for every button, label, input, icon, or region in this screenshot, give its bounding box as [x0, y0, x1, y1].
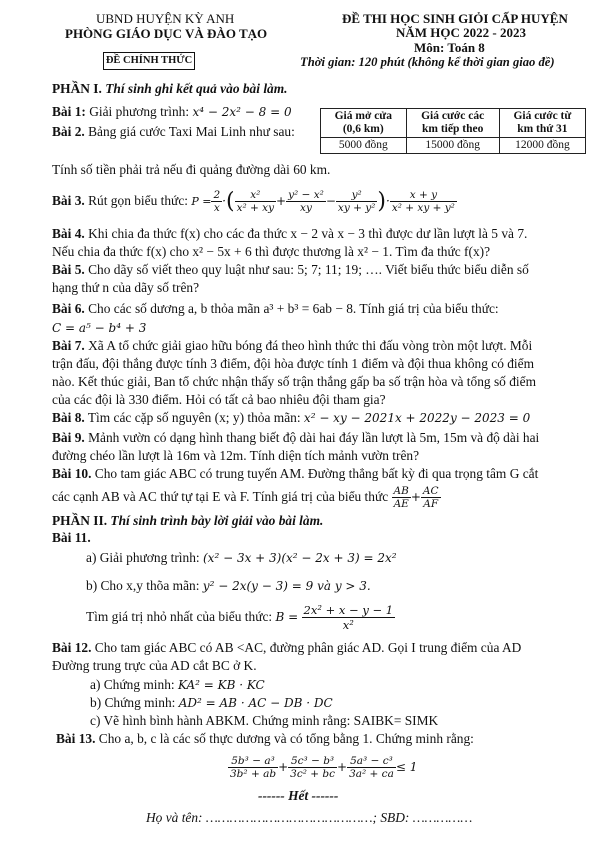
bai11-b: b) Cho x,y thõa mãn: y² − 2x(y − 3) = 9 và y > 3. [86, 578, 371, 593]
bai7-line2: trận đấu, đội thắng được tính 3 điểm, đội hòa được tính 1 điểm và đội thua không có điểm [52, 356, 535, 371]
bai13-inequality: $\frac{\text{5b³ − a³}}{\text{3b² + ab}}$ + $\frac{\text{5c³ − b³}}{\text{3c² + bc}}$ + $\frac{\text{5a³ − c³}}{\text{3a² + ca}}$ ≤ 1 [230, 754, 418, 780]
bai3-frac: $\frac{\text{x²}}{\text{x² + xy}}$ [236, 188, 275, 214]
bai9-line1: Bài 9. Mảnh vườn có dạng hình thang biết độ dài hai đáy lần lượt là 5m, 15m và độ dài hai [52, 430, 540, 445]
bai3-frac: $\frac{x + y}{\text{x² + xy + y²}}$ [391, 188, 455, 214]
bai10-line2: các cạnh AB và AC thứ tự tại E và F. Tính giá trị của biểu thức $\frac{AB}{AE}$ + $\frac{AC}{AF}$ [52, 484, 439, 510]
header-left-line1: UBND HUYỆN KỲ ANH [96, 11, 235, 26]
bai8: Bài 8. Tìm các cặp số nguyên (x; y) thỏa mãn: x² − xy − 2021x + 2022y − 2023 = 0 [52, 410, 531, 425]
bai2-text: Bảng giá cước Taxi Mai Linh như sau: [88, 124, 295, 139]
time-label: Thời gian: 120 phút (không kể thời gian giao đề) [300, 55, 555, 69]
fare-header-cell: Giá cước các km tiếp theo [406, 109, 499, 138]
header-right-line1: ĐỀ THI HỌC SINH GIỎI CẤP HUYỆN [342, 11, 568, 26]
bai7-line4: của các đội là 330 điểm. Hỏi có tất cả bao nhiêu đội tham gia? [52, 392, 386, 407]
candidate-info-line: Họ và tên: ……………………………………; SBD: …………… [146, 810, 473, 825]
bai9-line2: đường chéo lần lượt là 16m và 12m. Tính diện tích mảnh vườn trên? [52, 448, 420, 463]
bai3: Bài 3. Rút gọn biểu thức: P = $\frac{2}{x}$ · ( $\frac{\text{x²}}{\text{x² + xy}}$ + $\frac{\text{y² − x²}}{xy}$ − $\frac{\text{y²}}{\text{xy + y²}}$ ) · $\frac{x + y}{\text{x² + xy + y²}}$ [52, 188, 455, 214]
bai10-frac: $\frac{AB}{AE}$ [393, 484, 409, 510]
bai3-frac: $\frac{2}{x}$ [213, 188, 221, 214]
bai4-line1: Bài 4. Khi chia đa thức f(x) cho các đa thức x − 2 và x − 3 thì được dư lần lượt là 5 và 7. [52, 226, 528, 241]
part2-title: PHẦN II. [52, 513, 108, 528]
bai13: Bài 13. Cho a, b, c là các số thực dương và có tổng bằng 1. Chứng minh rằng: [56, 731, 474, 746]
bai13-frac: $\frac{\text{5b³ − a³}}{\text{3b² + ab}}$ [230, 754, 277, 780]
header-right-line2: NĂM HỌC 2022 - 2023 [396, 25, 526, 40]
subject-label: Môn: Toán 8 [414, 40, 485, 55]
bai3-text: Rút gọn biểu thức: [88, 193, 188, 208]
bai1 [52, 104, 292, 120]
bai12-line2: Đường trung trực của AD cắt BC ở K. [52, 658, 257, 673]
bai3-label: Bài 3. [52, 193, 85, 208]
bai5-line2: hạng thứ n của dãy số trên? [52, 280, 200, 295]
part1-subtitle: Thí sinh ghi kết quả vào bài làm. [105, 81, 288, 96]
fare-value-cell: 15000 đồng [406, 138, 499, 154]
end-marker: ------ Hết ------ [258, 788, 339, 803]
part1-title: PHẦN I. [52, 81, 102, 96]
bai3-frac: $\frac{\text{y²}}{\text{xy + y²}}$ [337, 188, 376, 214]
fare-header-cell: Giá mở cửa (0,6 km) [321, 109, 407, 138]
bai7-line1: Bài 7. Xã A tổ chức giải giao hữu bóng đá theo hình thức thi đấu vòng tròn một lượt. Mỗi [52, 338, 533, 353]
bai4-line2: Nếu chia đa thức f(x) cho x² − 5x + 6 thì được thương là x² − 1. Tìm đa thức f(x)? [52, 244, 491, 259]
bai3-p: P = [191, 194, 212, 208]
bai10-frac: $\frac{AC}{AF}$ [422, 484, 439, 510]
part1-heading [52, 81, 288, 97]
bai13-frac: $\frac{\text{5a³ − c³}}{\text{3a² + ca}}$ [349, 754, 394, 780]
fare-table [320, 108, 586, 154]
bai6-line2: C = a⁵ − b⁴ + 3 [52, 321, 147, 335]
bai12-line1: Bài 12. Cho tam giác ABC có AB <AC, đường phân giác AD. Gọi I trung điểm của AD [52, 640, 522, 655]
bai12-b: b) Chứng minh: AD² = AB · AC − DB · DC [90, 695, 333, 710]
header-left-line2: PHÒNG GIÁO DỤC VÀ ĐÀO TẠO [65, 26, 268, 41]
bai6-line1: Bài 6. Cho các số dương a, b thỏa mãn a³ + b³ = 6ab − 8. Tính giá trị của biểu thức: [52, 301, 499, 316]
bai2 [52, 124, 295, 140]
bai2-question: Tính số tiền phải trả nếu đi quảng đường dài 60 km. [52, 162, 331, 177]
bai10-line1: Bài 10. Cho tam giác ABC có trung tuyến AM. Đường thẳng bất kỳ đi qua trọng tâm G cắt [52, 466, 539, 481]
bai12-a: a) Chứng minh: KA² = KB · KC [90, 677, 265, 692]
bai1-label: Bài 1: [52, 104, 86, 119]
bai3-frac: $\frac{\text{y² − x²}}{xy}$ [288, 188, 324, 214]
bai13-frac: $\frac{\text{5c³ − b³}}{\text{3c² + bc}}$ [290, 754, 335, 780]
fare-header-cell: Giá cước từ km thứ 31 [499, 109, 585, 138]
official-badge: ĐỀ CHÍNH THỨC [103, 52, 195, 70]
bai1-math: x⁴ − 2x² − 8 = 0 [192, 105, 292, 119]
bai11-b-find: Tìm giá trị nhỏ nhất của biểu thức: B = $\frac{\text{2x² + x − y − 1}}{\text{x²}}$ [86, 602, 394, 632]
fare-header-row [321, 109, 586, 138]
bai5-line1: Bài 5. Cho dãy số viết theo quy luật như sau: 5; 7; 11; 19; …. Viết biểu thức biểu diễn số [52, 262, 529, 277]
fare-value-cell: 12000 đồng [499, 138, 585, 154]
bai11-a: a) Giải phương trình: (x² − 3x + 3)(x² − 2x + 3) = 2x² [86, 550, 397, 565]
bai2-label: Bài 2. [52, 124, 85, 139]
bai1-text: Giải phương trình: [89, 104, 190, 119]
part2-heading [52, 513, 323, 529]
part2-subtitle: Thí sinh trình bày lời giải vào bài làm. [110, 513, 324, 528]
bai12-c: c) Vẽ hình bình hành ABKM. Chứng minh rằng: SAIBK= SIMK [90, 713, 439, 728]
bai11-label: Bài 11. [52, 530, 91, 545]
bai7-line3: nào. Kết thúc giải, Ban tổ chức nhận thấy số trận thắng gấp ba số trận hòa và tổng số điểm [52, 374, 536, 389]
fare-value-cell: 5000 đồng [321, 138, 407, 154]
bai11-frac: $\frac{\text{2x² + x − y − 1}}{\text{x²}}$ [303, 602, 394, 632]
fare-value-row [321, 138, 586, 154]
